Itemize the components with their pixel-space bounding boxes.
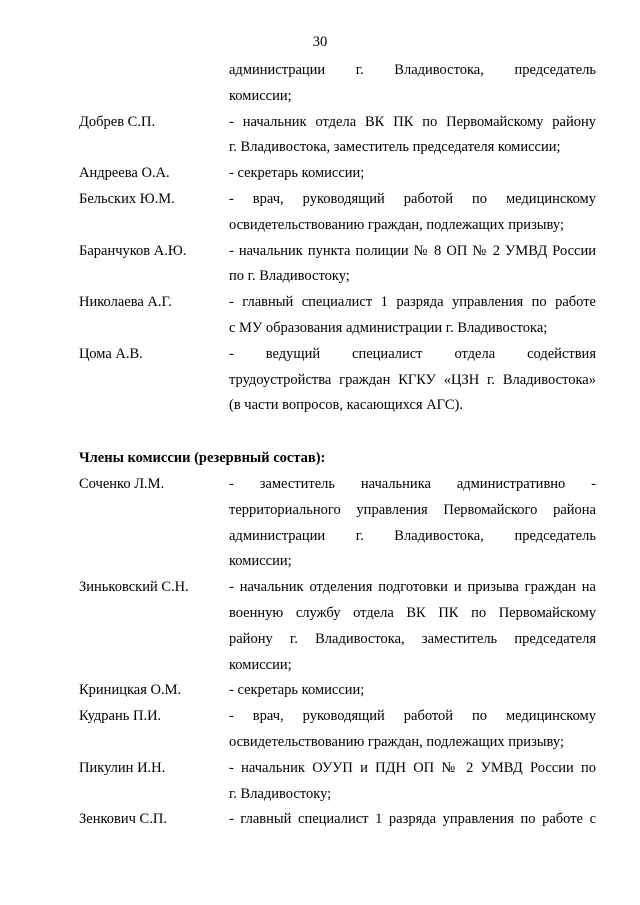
member-role-text: по г. Владивостоку; bbox=[229, 268, 350, 285]
member-role-text: с МУ образования администрации г. Владивостока; bbox=[229, 319, 548, 336]
member-role-text: администрации г. Владивостока, председатель bbox=[229, 62, 596, 78]
member-role-text: - секретарь комиссии; bbox=[229, 682, 365, 699]
member-name: Соченко Л.М. bbox=[79, 476, 165, 492]
member-name: Цома А.В. bbox=[79, 345, 143, 362]
member-line bbox=[0, 264, 640, 290]
reserve-section-heading: Члены комиссии (резервный состав): bbox=[79, 450, 326, 466]
member-line bbox=[0, 756, 640, 782]
member-name: Криницкая О.М. bbox=[79, 682, 182, 699]
member-role-text: комиссии; bbox=[229, 87, 292, 104]
member-role-text: трудоустройства граждан КГКУ «ЦЗН г. Владивостока» bbox=[229, 371, 596, 388]
member-line bbox=[0, 524, 640, 550]
member-name: Зиньковский С.Н. bbox=[79, 579, 189, 596]
member-name: Баранчуков А.Ю. bbox=[79, 242, 187, 259]
member-line bbox=[0, 135, 640, 161]
member-role-text: - главный специалист 1 разряда управления по работе bbox=[229, 294, 596, 311]
member-line bbox=[0, 627, 640, 653]
member-line bbox=[0, 187, 640, 213]
member-role-text: военную службу отдела ВК ПК по Первомайскому bbox=[229, 604, 596, 621]
member-line bbox=[0, 782, 640, 808]
member-line bbox=[0, 549, 640, 575]
member-line bbox=[0, 704, 640, 730]
member-line bbox=[0, 342, 640, 368]
member-role-text: г. Владивостока, заместитель председателя комиссии; bbox=[229, 139, 561, 156]
member-role-text: - секретарь комиссии; bbox=[229, 165, 365, 182]
member-line bbox=[0, 368, 640, 394]
member-line bbox=[0, 213, 640, 239]
member-role-text: - ведущий специалист отдела содействия bbox=[229, 345, 596, 362]
member-role-text: г. Владивостоку; bbox=[229, 785, 332, 802]
member-role-text: (в части вопросов, касающихся АГС). bbox=[229, 397, 464, 414]
member-name: Пикулин И.Н. bbox=[79, 759, 166, 776]
member-role-text: территориального управления Первомайского района bbox=[229, 501, 596, 518]
member-role-text: - заместитель начальника административно - bbox=[229, 476, 596, 492]
member-line bbox=[0, 58, 640, 84]
member-role-text: - начальник отдела ВК ПК по Первомайскому району bbox=[229, 113, 596, 130]
member-role-text: освидетельствованию граждан, подлежащих призыву; bbox=[229, 733, 564, 750]
member-name: Кудрань П.И. bbox=[79, 708, 162, 725]
member-role-text: комиссии; bbox=[229, 553, 292, 570]
member-line bbox=[0, 110, 640, 136]
member-role-text: комиссии; bbox=[229, 656, 292, 673]
member-line bbox=[0, 678, 640, 704]
member-name: Андреева О.А. bbox=[79, 165, 170, 182]
member-line bbox=[0, 601, 640, 627]
member-role-text: - начальник ОУУП и ПДН ОП № 2 УМВД России по bbox=[229, 759, 596, 776]
member-role-text: - главный специалист 1 разряда управления по работе с bbox=[229, 811, 596, 828]
member-role-text: району г. Владивостока, заместитель председателя bbox=[229, 630, 596, 647]
main-members-list bbox=[0, 58, 640, 419]
member-role-text: освидетельствованию граждан, подлежащих призыву; bbox=[229, 216, 564, 233]
member-role-text: - начальник пункта полиции № 8 ОП № 2 УМВД России bbox=[229, 242, 596, 259]
member-line bbox=[0, 575, 640, 601]
member-name: Николаева А.Г. bbox=[79, 294, 172, 311]
member-role-text: администрации г. Владивостока, председатель bbox=[229, 527, 596, 544]
page-number: 30 bbox=[312, 34, 328, 50]
member-line bbox=[0, 239, 640, 265]
member-role-text: - начальник отделения подготовки и призыва граждан на bbox=[229, 579, 596, 596]
member-line bbox=[0, 730, 640, 756]
member-line bbox=[0, 393, 640, 419]
member-name: Бельских Ю.М. bbox=[79, 190, 175, 207]
member-role-text: - врач, руководящий работой по медицинскому bbox=[229, 708, 596, 725]
member-name: Зенкович С.П. bbox=[79, 811, 167, 828]
member-line bbox=[0, 84, 640, 110]
member-line bbox=[0, 290, 640, 316]
member-role-text: - врач, руководящий работой по медицинскому bbox=[229, 190, 596, 207]
member-line bbox=[0, 472, 640, 498]
member-line bbox=[0, 316, 640, 342]
member-line bbox=[0, 161, 640, 187]
reserve-members-list bbox=[0, 472, 640, 833]
member-line bbox=[0, 807, 640, 833]
member-name: Добрев С.П. bbox=[79, 113, 156, 130]
member-line bbox=[0, 498, 640, 524]
member-line bbox=[0, 653, 640, 679]
